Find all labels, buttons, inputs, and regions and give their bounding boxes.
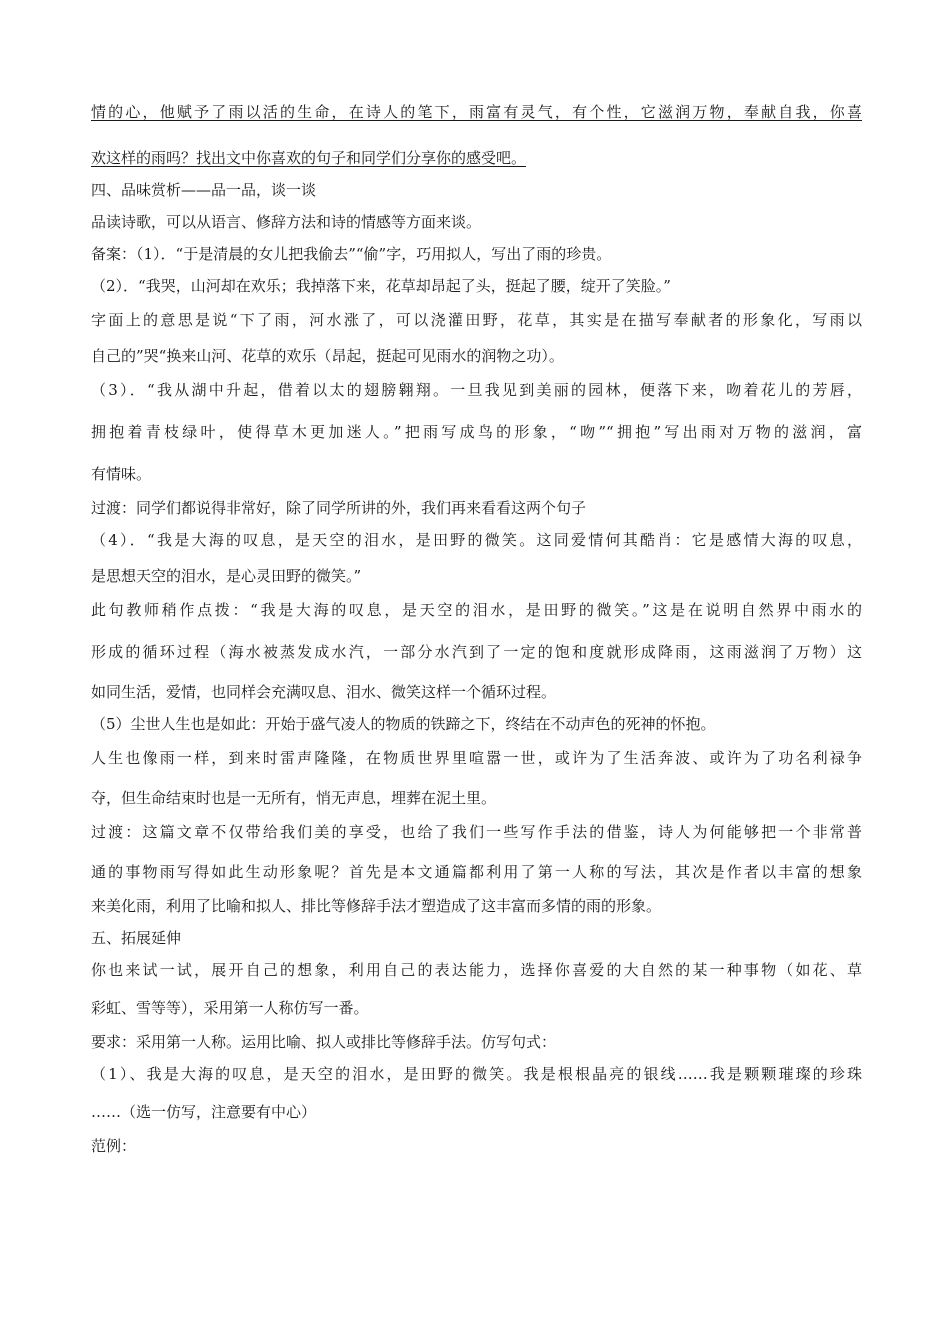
text-line-12: 过渡：同学们都说得非常好，除了同学所讲的外，我们再来看看这两个句子 [91, 499, 587, 517]
text-line-19: 人生也像雨一样，到来时雷声隆隆，在物质世界里喧嚣一世，或许为了生活奔波、或许为了功名利禄争 [91, 749, 862, 767]
text-line-11: 有情味。 [91, 465, 152, 483]
text-line-6: （2）．“我哭，山河却在欢乐；我掉落下来，花草却昂起了头，挺起了腰，绽开了笑脸。” [91, 277, 671, 295]
text-line-10: 拥抱着青枝绿叶，使得草木更加迷人。”把雨写成鸟的形象，“吻”“拥抱”写出雨对万物的滋润，富 [91, 423, 862, 441]
text-line-23: 来美化雨，利用了比喻和拟人、排比等修辞手法才塑造成了这丰富而多情的雨的形象。 [91, 897, 662, 915]
text-line-8: 自己的”哭“换来山河、花草的欢乐（昂起，挺起可见雨水的润物之功）。 [91, 347, 564, 365]
text-line-26: 彩虹、雪等等），采用第一人称仿写一番。 [91, 999, 369, 1017]
text-line-29: ……（选一仿写，注意要有中心） [91, 1103, 317, 1121]
text-line-28: （1）、我是大海的叹息，是天空的泪水，是田野的微笑。我是根根晶亮的银线……我是颗颗璀璨的珍珠 [91, 1065, 862, 1083]
text-line-25: 你也来试一试，展开自己的想象，利用自己的表达能力，选择你喜爱的大自然的某一种事物（如花、草 [91, 961, 862, 979]
text-line-27: 要求：采用第一人称。运用比喻、拟人或排比等修辞手法。仿写句式： [91, 1033, 557, 1051]
text-line-2: 欢这样的雨吗？找出文中你喜欢的句子和同学们分享你的感受吧。 [91, 149, 527, 167]
text-line-9: （3）．“我从湖中升起，借着以太的翅膀翱翔。一旦我见到美丽的园林，便落下来，吻着花儿的芳唇， [91, 381, 862, 399]
text-line-5: 备案：（1）．“于是清晨的女儿把我偷去”“偷”字，巧用拟人，写出了雨的珍贵。 [91, 245, 612, 263]
text-line-4: 品读诗歌，可以从语言、修辞方法和诗的情感等方面来谈。 [91, 213, 482, 231]
text-line-21: 过渡：这篇文章不仅带给我们美的享受，也给了我们一些写作手法的借鉴，诗人为何能够把一个非常普 [91, 823, 862, 841]
section-heading-5: 五、拓展延伸 [91, 929, 182, 947]
text-line-16: 形成的循环过程（海水被蒸发成水汽，一部分水汽到了一定的饱和度就形成降雨，这雨滋润了万物）这 [91, 643, 862, 661]
section-heading-4: 四、品味赏析——品一品，谈一谈 [91, 181, 317, 199]
text-line-17: 如同生活，爱情，也同样会充满叹息、泪水、微笑这样一个循环过程。 [91, 683, 557, 701]
text-line-15: 此句教师稍作点拨：“我是大海的叹息，是天空的泪水，是田野的微笑。”这是在说明自然界中雨水的 [91, 601, 862, 619]
text-line-20: 夺，但生命结束时也是一无所有，悄无声息，埋葬在泥土里。 [91, 789, 497, 807]
text-line-18: （5）尘世人生也是如此：开始于盛气凌人的物质的铁蹄之下，终结在不动声色的死神的怀抱。 [91, 715, 716, 733]
text-line-22: 通的事物雨写得如此生动形象呢？首先是本文通篇都利用了第一人称的写法，其次是作者以丰富的想象 [91, 863, 862, 881]
text-line-1: 情的心，他赋予了雨以活的生命，在诗人的笔下，雨富有灵气，有个性，它滋润万物，奉献自我，你喜 [91, 103, 862, 121]
text-line-13: （4）．“我是大海的叹息，是天空的泪水，是田野的微笑。这同爱情何其酷肖：它是感情大海的叹息， [91, 531, 862, 549]
text-line-14: 是思想天空的泪水，是心灵田野的微笑。” [91, 567, 362, 585]
text-line-30: 范例： [91, 1137, 137, 1155]
text-line-7: 字面上的意思是说“下了雨，河水涨了，可以浇灌田野，花草，其实是在描写奉献者的形象化，写雨以 [91, 311, 862, 329]
